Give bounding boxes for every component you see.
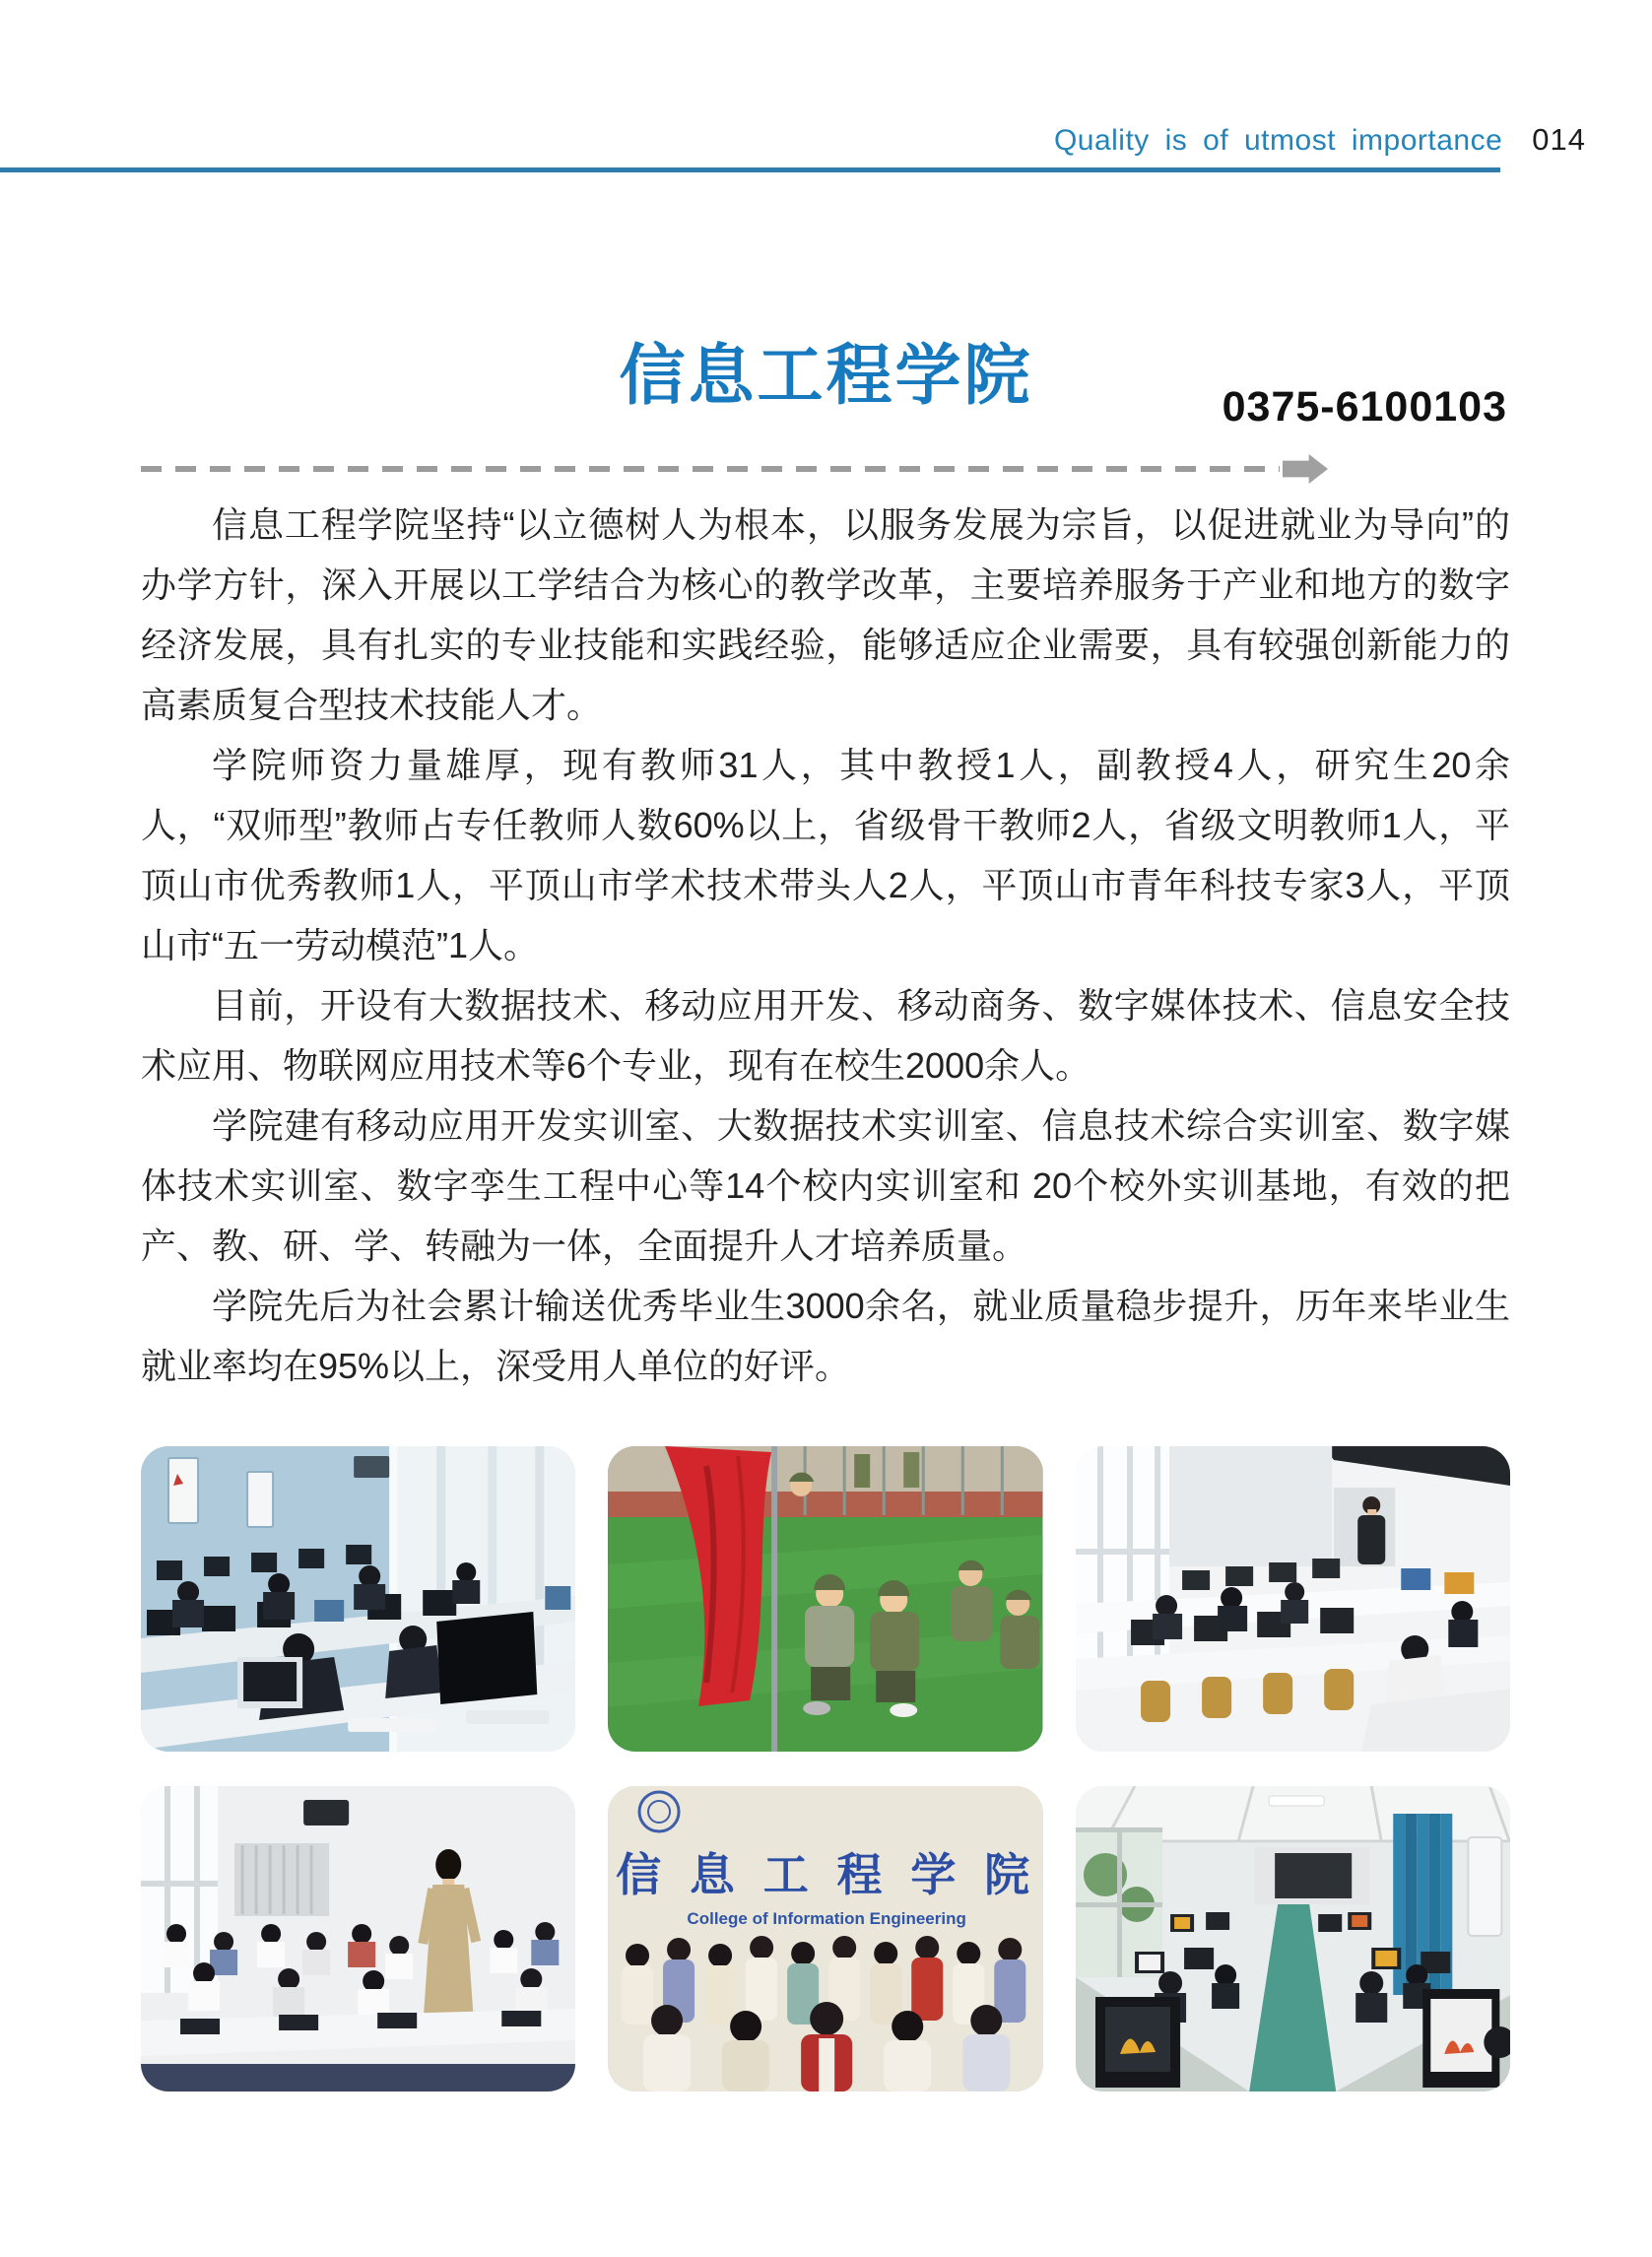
photo-hanfu-group xyxy=(608,1786,1042,2091)
photo-grid xyxy=(141,1446,1510,2091)
sign-chinese-text: 信 息 工 程 学 院 xyxy=(616,1849,1038,1900)
header-rule xyxy=(0,167,1500,172)
computer-lab-teacher-illustration xyxy=(1076,1446,1510,1752)
computer-lab-green-floor-illustration xyxy=(1076,1786,1510,2091)
paragraph: 学院建有移动应用开发实训室、大数据技术实训室、信息技术综合实训室、数字媒体技术实训室、数字孪生工程中心等14个校内实训室和 20个校外实训基地，有效的把产、教、研、学、转融为一体，全面提升人才培养质量。 xyxy=(141,1105,1510,1266)
phone-number: 0375-6100103 xyxy=(1222,383,1507,431)
hanfu-group-illustration xyxy=(608,1786,1042,2091)
photo-classroom-lecture xyxy=(141,1786,575,2091)
paragraph: 目前，开设有大数据技术、移动应用开发、移动商务、数字媒体技术、信息安全技术应用、物联网应用技术等6个专业，现有在校生2000余人。 xyxy=(141,985,1510,1086)
paragraph: 学院先后为社会累计输送优秀毕业生3000余名，就业质量稳步提升，历年来毕业生就业率均在95%以上，深受用人单位的好评。 xyxy=(141,1286,1510,1386)
computer-lab-illustration xyxy=(141,1446,575,1752)
article-body xyxy=(141,495,1510,1396)
arrow-right-icon xyxy=(1283,454,1328,484)
paragraph: 学院师资力量雄厚，现有教师31人，其中教授1人，副教授4人，研究生20余人，“双师型”教师占专任教师人数60%以上，省级骨干教师2人，省级文明教师1人，平顶山市优秀教师1人，平顶山市学术技术带头人2人，平顶山市青年科技专家3人，平顶山市“五一劳动模范”1人。 xyxy=(141,745,1510,965)
dashed-divider xyxy=(141,466,1280,472)
page-header xyxy=(0,122,1586,158)
photo-computer-lab-green-floor xyxy=(1076,1786,1510,2091)
page-number: 014 xyxy=(1532,122,1586,157)
sign-english-text: College of Information Engineering xyxy=(687,1909,967,1928)
header-slogan: Quality is of utmost importance xyxy=(1053,124,1503,157)
photo-military-training xyxy=(608,1446,1042,1752)
paragraph: 信息工程学院坚持“以立德树人为根本，以服务发展为宗旨，以促进就业为导向”的办学方针，深入开展以工学结合为核心的教学改革，主要培养服务于产业和地方的数字经济发展，具有扎实的专业技能和实践经验，能够适应企业需要，具有较强创新能力的高素质复合型技术技能人才。 xyxy=(141,504,1510,725)
photo-computer-lab-teacher xyxy=(1076,1446,1510,1752)
page-title: 信息工程学院 xyxy=(619,339,1033,413)
military-training-illustration xyxy=(608,1446,1042,1752)
photo-computer-lab-classroom xyxy=(141,1446,575,1752)
classroom-lecture-illustration xyxy=(141,1786,575,2091)
